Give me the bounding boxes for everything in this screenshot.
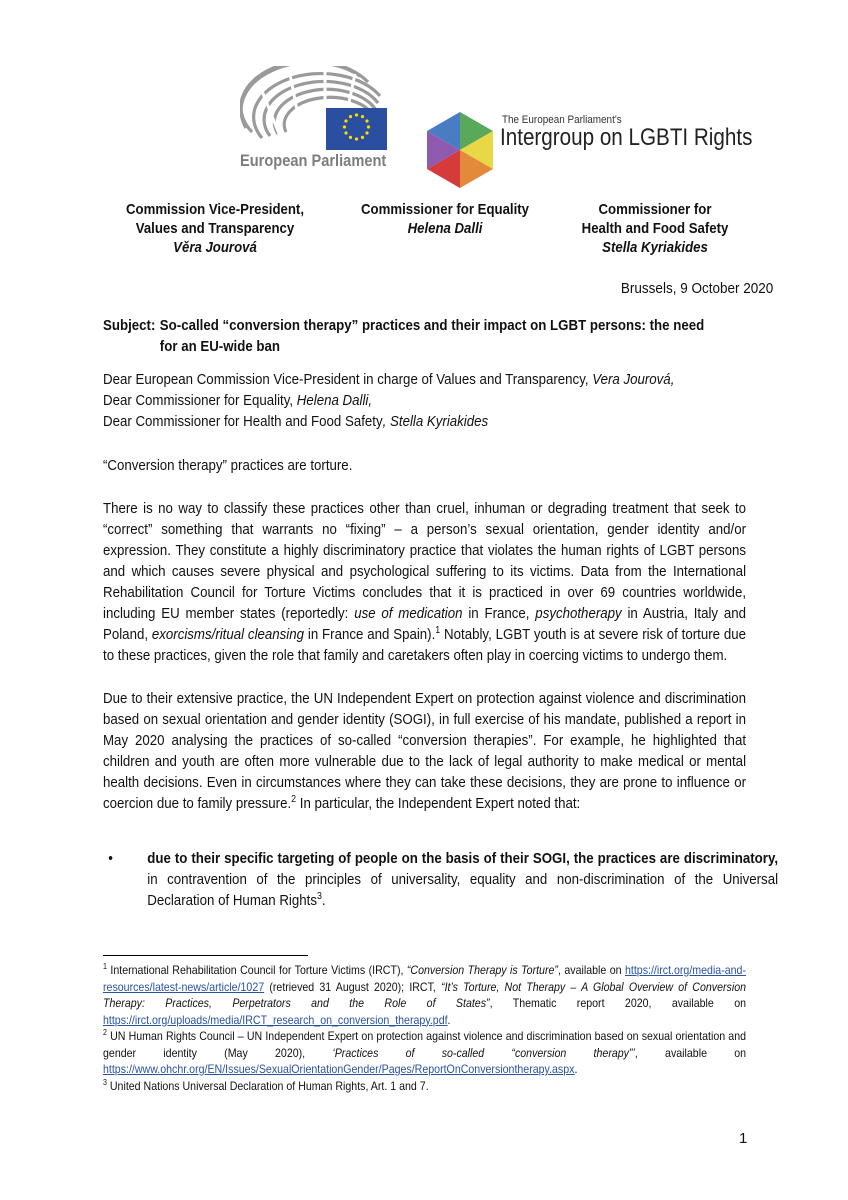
letter-date: Brussels, 9 October 2020 (620, 280, 773, 297)
text-run: (retrieved 31 August 2020); IRCT, (264, 979, 442, 994)
footnote-ref-1[interactable]: 1 (435, 625, 441, 636)
paragraph-1-text (103, 498, 746, 666)
text-run: . (447, 1012, 451, 1027)
bullet-bold-text: due to their specific targeting of people on the basis of their SOGI, the practices are discriminatory, (147, 850, 779, 867)
recipient-health (560, 200, 750, 257)
paragraph-2 (103, 688, 746, 814)
recipient-title: Values and Transparency (135, 220, 295, 237)
subject-label: Subject: (103, 317, 156, 334)
recipient-title: Commissioner for (598, 201, 712, 218)
paragraph-1 (103, 498, 746, 666)
footnote-separator (103, 955, 308, 956)
bullet-item (103, 848, 778, 911)
paragraph-2-text (103, 688, 746, 814)
subject-line (103, 315, 746, 357)
irct-article-link[interactable]: https://irct.org/media-and-resources/latest-news/article/1027 (103, 963, 747, 994)
bullet-list (103, 848, 778, 911)
text-run: , available on (634, 1045, 747, 1060)
recipient-name: Věra Jourová (173, 239, 257, 256)
intergroup-title: Intergroup on LGBTI Rights (500, 124, 753, 151)
text-run: in France and Spain). (304, 626, 436, 643)
salutation-text: Dear Commissioner for Equality, (103, 392, 297, 409)
footnote-number: 3 (103, 1077, 107, 1087)
bullet-icon: • (108, 850, 113, 867)
recipient-equality (340, 200, 550, 238)
text-run: , Thematic report 2020, available on (489, 996, 747, 1010)
text-run-italic: psychotherapy (535, 605, 622, 622)
text-run-italic: “It’s Torture, Not Therapy – A Global Overview of Conversion Therapy: Practices, Perpetrators and the Role of States” (103, 979, 747, 1010)
european-parliament-wordmark: European Parliament (240, 151, 387, 170)
footnote-2 (103, 1028, 746, 1078)
footnote-ref-3[interactable]: 3 (316, 891, 322, 902)
lead-text: “Conversion therapy” practices are torture. (103, 457, 353, 474)
text-run-italic: exorcisms/ritual cleansing (151, 626, 305, 643)
text-run: in France, (462, 605, 536, 622)
recipients-block (90, 200, 770, 260)
subject-text-line: So-called “conversion therapy” practices and their impact on LGBT persons: the need (159, 317, 705, 334)
ohchr-report-link[interactable]: https://www.ohchr.org/EN/Issues/SexualOrientationGender/Pages/ReportOnConversiontherapy.aspx (103, 1062, 575, 1076)
salutation-line (103, 390, 746, 411)
intergroup-hexagon-logo-icon (425, 110, 495, 190)
recipient-name: Stella Kyriakides (602, 239, 708, 256)
footnote-ref-2[interactable]: 2 (291, 794, 297, 805)
footnote-1 (103, 962, 746, 1028)
footnote-number: 2 (103, 1028, 107, 1037)
text-run: Due to their extensive practice, the UN Independent Expert on protection against violence and discrimination based on sexual orientation and gender identity (SOGI), in full exercise of his mandate, published a report in May 2020 analysing the practices of so-called “conversion therapies”. For example, he highlighted that children and youth are often more vulnerable due to the lack of legal authority to make medical or mental health decisions. Even in circumstances where they can take these decisions, they are prone to influence or coercion due to family pressure. (103, 690, 747, 812)
text-run: Notably, LGBT youth is at severe risk of torture due to these practices, given the role that family and caretakers often play in coercing victims to undergo them. (103, 626, 747, 664)
irct-report-link[interactable]: https://irct.org/uploads/media/IRCT_research_on_conversion_therapy.pdf (103, 1012, 448, 1027)
salutation-name: Helena Dalli, (296, 392, 373, 409)
text-run: in Austria, Italy and Poland, (103, 605, 747, 643)
lead-sentence (103, 455, 746, 476)
text-run: United Nations Universal Declaration of Human Rights, Art. 1 and 7. (106, 1078, 429, 1093)
recipient-name: Helena Dalli (407, 220, 483, 237)
subject-text-line: for an EU-wide ban (159, 338, 281, 355)
recipient-title: Commission Vice-President, (125, 201, 305, 218)
page-number: 1 (739, 1130, 748, 1147)
text-run: International Rehabilitation Council for Torture Victims (IRCT), (106, 963, 407, 977)
text-run: There is no way to classify these practices other than cruel, inhuman or degrading treatment that seek to “correct” something that warrants no “fixing” – a person’s sexual orientation, gender identity and/or expression. They constitute a highly discriminatory practice that violates the human rights of LGBT persons and which causes severe physical and psychological suffering to its victims. Data from the International Rehabilitation Council for Torture Victims concludes that it is practiced in over 69 countries worldwide, including EU member states (reportedly: (103, 500, 747, 622)
footnote-3 (103, 1078, 746, 1095)
text-run: , available on (557, 963, 625, 977)
bullet-text: . (321, 892, 326, 909)
intergroup-subtitle: The European Parliament's (502, 114, 622, 126)
text-run-italic: ‘Practices of so-called “conversion therapy”’ (332, 1045, 635, 1060)
salutation-name: Vera Jourová, (592, 371, 675, 388)
salutation (103, 369, 746, 432)
recipient-title: Commissioner for Equality (361, 201, 529, 218)
salutation-text: Dear Commissioner for Health and Food Safety (103, 413, 383, 430)
text-run: UN Human Rights Council – UN Independent Expert on protection against violence and discrimination based on sexual orientation and gender identity (May 2020), (103, 1029, 747, 1060)
text-run: In particular, the Independent Expert noted that: (296, 795, 581, 812)
salutation-name: , Stella Kyriakides (382, 413, 489, 430)
footnotes (103, 962, 746, 1094)
subject-text (160, 315, 704, 357)
salutation-text: Dear European Commission Vice-President in charge of Values and Transparency, (103, 371, 593, 388)
salutation-line (103, 411, 746, 432)
footnote-number: 1 (103, 962, 107, 971)
recipient-title: Health and Food Safety (581, 220, 729, 237)
text-run-italic: “Conversion Therapy is Torture” (406, 963, 558, 977)
text-run-italic: use of medication (354, 605, 463, 622)
header-logos (240, 66, 753, 186)
salutation-line (103, 369, 746, 390)
bullet-text: in contravention of the principles of universality, equality and non-discrimination of the Universal Declaration of Human Rights (147, 871, 779, 909)
text-run: . (574, 1062, 578, 1076)
recipient-vice-president (90, 200, 340, 257)
